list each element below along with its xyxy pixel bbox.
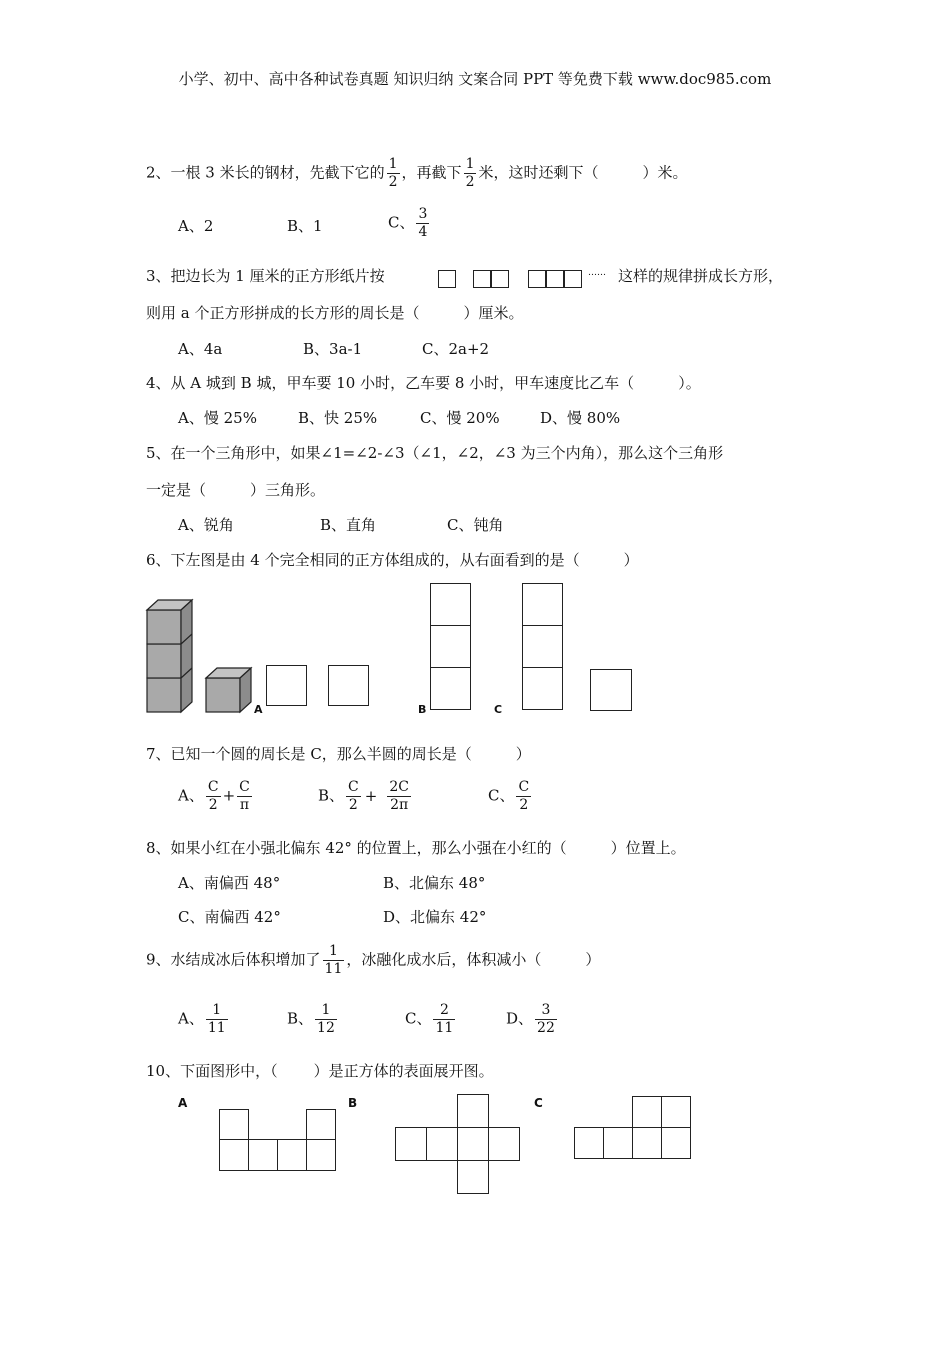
q9-option-a-label: A、 [178,1009,204,1028]
q10-label-c[interactable]: C [534,1096,543,1110]
q10-net-a-square [306,1109,336,1140]
plus-sign: + [222,786,236,805]
numerator: 1 [206,1002,228,1020]
q9-a-fraction [206,1002,228,1037]
q6-option-b-square [430,625,471,668]
q3-option-a[interactable]: A、4a [178,340,223,358]
question-10 [146,1061,494,1081]
q4-option-c[interactable]: C、慢 20% [420,409,500,427]
denominator: 12 [317,1020,335,1036]
q7-option-a-label: A、 [178,786,204,805]
q3-pattern-square [564,270,582,288]
q9-b-fraction [315,1002,337,1037]
q6-text: 6、下左图是由 4 个完全相同的正方体组成的，从右面看到的是（ [146,551,580,569]
question-4 [146,373,701,393]
q2-c-denominator: 4 [418,224,428,240]
q9-option-c-label: C、 [405,1009,432,1028]
q3-dots: …… [588,268,606,278]
q8-option-b[interactable]: B、北偏东 48° [383,874,486,892]
cube-face [206,678,240,712]
denominator: 2 [519,797,529,813]
q2-f2-denominator: 2 [465,174,475,190]
q10-net-c-square [632,1127,662,1159]
q9-option-b-label: B、 [287,1009,314,1028]
q4-text-end: ）。 [678,374,701,392]
denominator: 11 [207,1020,226,1036]
plus-sign: + [364,786,378,805]
q6-option-c-square [522,625,563,668]
q9-option-c[interactable] [405,1002,457,1037]
q3-text-a: 3、把边长为 1 厘米的正方形纸片按 [146,267,385,285]
q9-text-b: ，冰融化成水后，体积减小（ [346,950,542,969]
q9-option-b[interactable] [287,1002,339,1037]
q9-d-fraction [535,1002,557,1037]
q6-option-b-square [430,583,471,626]
q10-net-c-square [661,1096,691,1128]
q3-option-b[interactable]: B、3a-1 [303,340,363,358]
q7-option-b[interactable] [318,779,413,814]
q2-option-b[interactable]: B、1 [287,217,323,235]
q2-f1-numerator: 1 [388,156,398,172]
q7-option-b-label: B、 [318,786,345,805]
q10-net-b-square [457,1127,489,1161]
q2-c-numerator: 3 [418,206,428,222]
q8-option-a[interactable]: A、南偏西 48° [178,874,281,892]
q10-net-b-square [395,1127,427,1161]
q9-option-d-label: D、 [506,1009,534,1028]
q7-option-c[interactable] [488,779,533,814]
q5-line-1: 5、在一个三角形中，如果∠1=∠2-∠3（∠1，∠2，∠3 为三个内角），那么这个三角形 [146,444,724,462]
cube-face [147,610,181,644]
numerator: C [239,779,250,795]
q5-option-a[interactable]: A、锐角 [178,516,234,534]
denominator: 11 [435,1020,454,1036]
q3-pattern-square [473,270,491,288]
q7-a-fraction-1 [206,779,221,814]
numerator: 1 [323,943,345,961]
q2-f2-numerator: 1 [465,156,475,172]
q7-text-end: ） [515,745,531,763]
q2-option-a[interactable]: A、2 [178,217,214,235]
q10-net-c-square [632,1096,662,1128]
q3-line-2-a: 则用 a 个正方形拼成的长方形的周长是（ [146,304,420,322]
q10-net-b-square [457,1094,489,1128]
q6-option-b-square [430,667,471,710]
q3-line-2-b: ）厘米。 [463,304,524,322]
q2-option-c-fraction [416,206,429,241]
q2-fraction-2 [464,156,477,191]
numerator: 2C [389,779,409,795]
q8-text-end: ）位置上。 [610,839,686,857]
denominator: 2 [208,797,218,813]
numerator: 2 [433,1002,455,1020]
q4-option-a[interactable]: A、慢 25% [178,409,257,427]
cube-side [181,600,192,712]
question-9 [146,943,600,978]
q7-b-fraction-1 [346,779,361,814]
denominator: π [239,797,250,813]
q6-option-a-square [328,665,369,706]
q10-net-a-square [248,1139,278,1171]
page-header: 小学、初中、高中各种试卷真题 知识归纳 文案合同 PPT 等免费下载 www.doc985.com [178,70,772,88]
q9-option-a[interactable] [178,1002,230,1037]
q6-option-c-square [590,669,632,711]
q2-option-c-label: C、 [388,213,415,232]
q10-net-c-square [574,1127,604,1159]
q7-text: 7、已知一个圆的周长是 C，那么半圆的周长是（ [146,745,472,763]
q10-net-c-square [603,1127,633,1159]
question-6 [146,550,639,570]
q2-fraction-1 [387,156,400,191]
cube-face [147,678,181,712]
q10-net-a-square [219,1109,249,1140]
numerator: C [348,779,359,795]
q6-cube-figure [144,596,254,718]
q9-c-fraction [433,1002,455,1037]
q5-option-b[interactable]: B、直角 [320,516,377,534]
q4-option-d[interactable]: D、慢 80% [540,409,621,427]
q9-text-end: ） [585,950,601,969]
q10-net-a-square [277,1139,307,1171]
q2-option-c[interactable] [388,206,431,241]
q10-label-a[interactable]: A [178,1096,188,1110]
q7-option-a[interactable] [178,779,254,814]
q6-label-a[interactable]: A [254,703,263,716]
q5-line-2 [146,480,325,500]
q10-net-c-square [661,1127,691,1159]
q9-fraction [323,943,345,978]
q4-text: 4、从 A 城到 B 城，甲车要 10 小时，乙车要 8 小时，甲车速度比乙车（ [146,374,635,392]
cube-face [147,644,181,678]
denominator: 2 [348,797,358,813]
q10-net-a-square [219,1139,249,1171]
q10-net-b-square [426,1127,458,1161]
denominator: 2π [390,797,409,813]
q10-net-b-square [457,1160,489,1194]
q9-option-d[interactable] [506,1002,559,1037]
numerator: 1 [315,1002,337,1020]
q5-option-c[interactable]: C、钝角 [447,516,504,534]
q6-label-c[interactable]: C [494,703,503,716]
q6-text-end: ） [623,551,639,569]
q6-option-a-square [266,665,307,706]
q7-c-fraction [516,779,531,814]
denominator: 22 [537,1020,555,1036]
q4-option-b[interactable]: B、快 25% [298,409,378,427]
q3-option-c[interactable]: C、2a+2 [422,340,490,358]
q10-text-end: ）是正方体的表面展开图。 [313,1062,494,1080]
q7-a-fraction-2 [237,779,252,814]
q10-net-b-square [488,1127,520,1161]
q7-option-c-label: C、 [488,786,515,805]
q6-option-c-square [522,583,563,626]
q3-pattern-square [491,270,509,288]
numerator: C [518,779,530,795]
question-7 [146,744,531,764]
q10-text: 10、下面图形中，（ [146,1062,278,1080]
q8-text: 8、如果小红在小强北偏东 42° 的位置上，那么小强在小红的（ [146,839,567,857]
q9-text-a: 9、水结成冰后体积增加了 [146,950,321,969]
numerator: C [207,779,219,795]
q3-pattern-square [546,270,564,288]
q3-pattern-square [438,270,456,288]
q2-text-a: 2、一根 3 米长的钢材，先截下它的 [146,163,385,182]
q7-b-fraction-2 [387,779,411,814]
numerator: 3 [535,1002,557,1020]
q5-line-2-a: 一定是（ [146,481,207,499]
q3-line-2 [146,303,524,323]
q6-option-c-square [522,667,563,710]
q2-text-d: ）米。 [642,163,688,182]
question-8 [146,838,686,858]
q6-label-b[interactable]: B [418,703,427,716]
q2-f1-denominator: 2 [388,174,398,190]
q10-label-b[interactable]: B [348,1096,358,1110]
q2-text-c: 米，这时还剩下（ [478,163,599,182]
q2-text-b: ，再截下 [401,163,462,182]
question-2 [146,156,688,191]
q3-text-b: 这样的规律拼成长方形， [618,267,784,285]
q10-net-a-square [306,1139,336,1171]
q3-pattern-square [528,270,546,288]
denominator: 11 [324,961,343,977]
q8-option-c[interactable]: C、南偏西 42° [178,908,281,926]
q8-option-d[interactable]: D、北偏东 42° [383,908,487,926]
q5-line-2-b: ）三角形。 [250,481,326,499]
